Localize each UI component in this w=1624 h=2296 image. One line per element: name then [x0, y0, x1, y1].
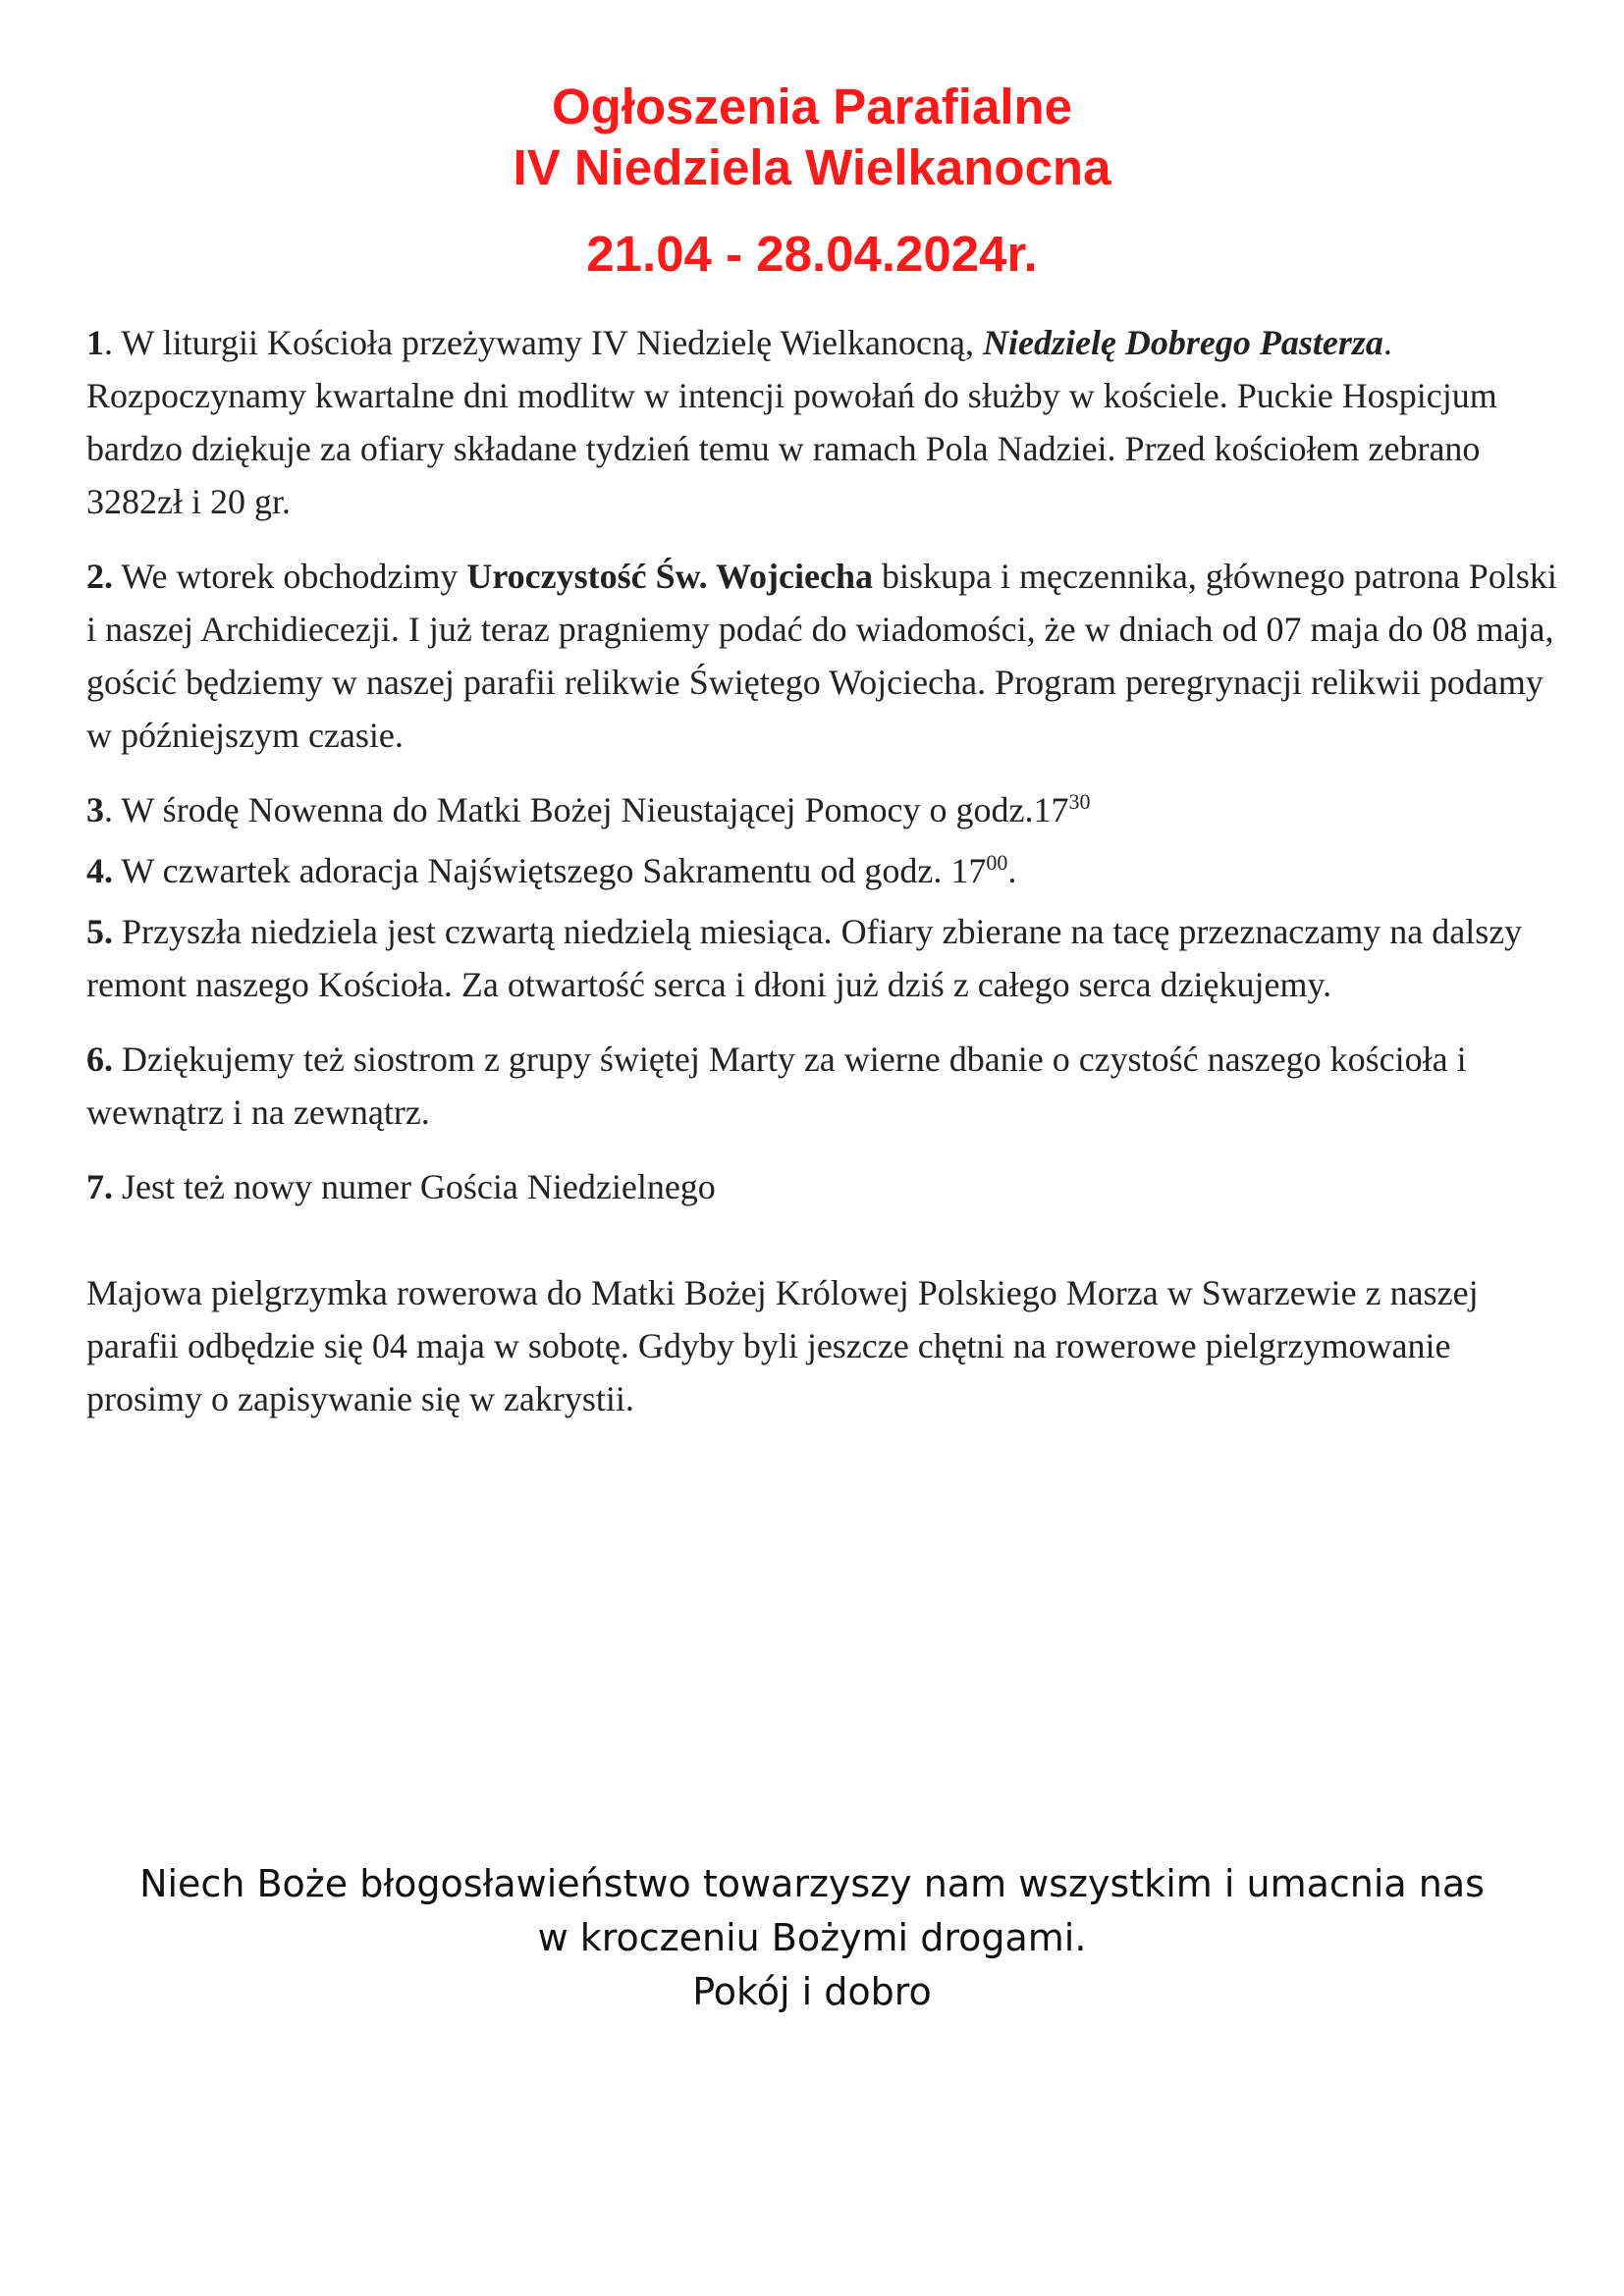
date-range: 21.04 - 28.04.2024r.: [586, 226, 1038, 282]
item-text: Dziękujemy też siostrom z grupy świętej Marty za wierne dbanie o czystość naszego kościoła i wewnątrz i na zewnątrz.: [86, 1040, 1467, 1132]
item-text: .: [1007, 851, 1017, 890]
announcement-4: [86, 844, 1559, 897]
closing-line-1: Niech Boże błogosławieństwo towarzyszy nam wszystkim i umacnia nas: [139, 1862, 1485, 1905]
announcement-5: [86, 905, 1559, 1011]
item-number: 7.: [86, 1167, 113, 1206]
item-text: Przyszła niedziela jest czwartą niedzielą miesiąca. Ofiary zbierane na tacę przeznaczamy na dalszy remont naszego Kościoła. Za otwartość serca i dłoni już dziś z całego serca dziękujemy.: [86, 912, 1523, 1004]
item-bold: Uroczystość Św. Wojciecha: [466, 557, 873, 596]
item-text: Jest też nowy numer Gościa Niedzielnego: [113, 1167, 716, 1206]
announcement-extra: Majowa pielgrzymka rowerowa do Matki Bożej Królowej Polskiego Morza w Swarzewie z naszej parafii odbędzie się 04 maja w sobotę. Gdyby byli jeszcze chętni na rowerowe pielgrzymowanie prosimy o zapisywanie się w zakrystii.: [86, 1273, 1479, 1418]
closing-line-3: Pokój i dobro: [692, 1970, 932, 2013]
time-superscript: 00: [986, 850, 1008, 875]
item-emphasis: Niedzielę Dobrego Pasterza: [982, 323, 1383, 362]
announcement-3: [86, 783, 1559, 836]
announcement-6: [86, 1033, 1559, 1139]
item-text: . W środę Nowenna do Matki Bożej Nieustającej Pomocy o godz.17: [104, 790, 1069, 829]
page-subtitle: IV Niedziela Wielkanocna: [513, 139, 1111, 195]
item-number: 6.: [86, 1040, 113, 1079]
time-superscript: 30: [1068, 789, 1091, 814]
closing-line-2: w kroczeniu Bożymi drogami.: [537, 1916, 1087, 1959]
item-number: 5.: [86, 912, 113, 951]
item-number: 3: [86, 790, 104, 829]
announcements: [86, 316, 1559, 1425]
announcement-2: [86, 550, 1559, 762]
item-number: 1: [86, 323, 104, 362]
item-number: 4.: [86, 851, 113, 890]
item-text: We wtorek obchodzimy: [113, 557, 467, 596]
page-title: Ogłoszenia Parafialne: [551, 79, 1073, 134]
item-number: 2.: [86, 557, 113, 596]
closing-blessing: [0, 1857, 1624, 2019]
item-text: . W liturgii Kościoła przeżywamy IV Niedzielę Wielkanocną,: [104, 323, 983, 362]
item-text: biskupa i męczennika, głównego patrona Polski i naszej Archidiecezji. I już teraz pragniemy podać do wiadomości, że w dniach od 07 maja do 08 maja, gościć będziemy w naszej parafii relikwie Świętego Wojciecha. Program peregrynacji relikwii podamy w późniejszym czasie.: [86, 557, 1557, 755]
announcement-7: [86, 1160, 1559, 1213]
announcement-1: [86, 316, 1559, 528]
item-text: . Rozpoczynamy kwartalne dni modlitw w intencji powołań do służby w kościele. Puckie Hospicjum bardzo dziękuje za ofiary składane tydzień temu w ramach Pola Nadziei. Przed kościołem zebrano 3282zł i 20 gr.: [86, 323, 1497, 521]
header: [0, 77, 1624, 285]
item-text: W czwartek adoracja Najświętszego Sakramentu od godz. 17: [113, 851, 987, 890]
